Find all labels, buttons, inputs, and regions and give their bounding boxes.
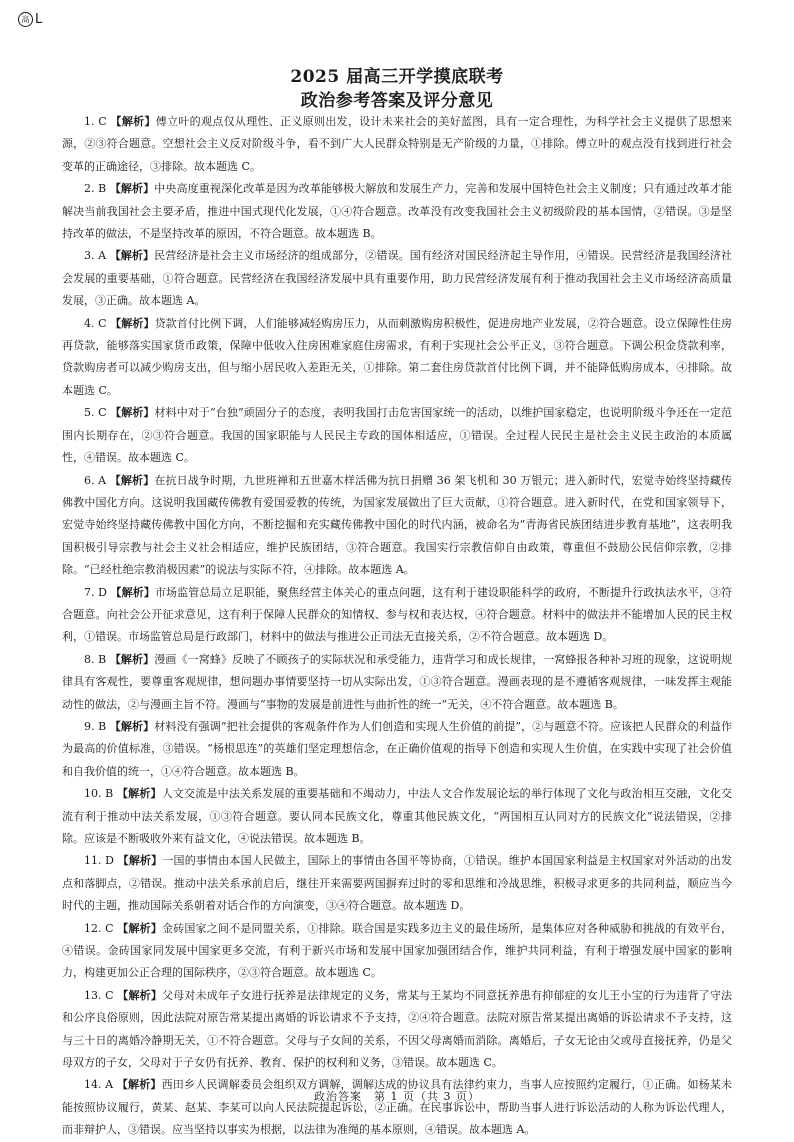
answer-text: 傅立叶的观点仅从理性、正义原则出发，设计未来社会的美好蓝图，具有一定合理性，为科学社会主义提供了思想来源，②③符合题意。空想社会主义反对阶级斗争，看不到广大人民群众特别是无产阶级的力量，①排除。傅立叶的观点没有找到进行社会变革的正确途径，③排除。故本题选 C。 (62, 115, 733, 173)
answer-item (62, 850, 732, 917)
answer-item (62, 649, 732, 716)
answer-item (62, 470, 732, 582)
answer-item (62, 918, 732, 985)
page-title: 2025 届高三开学摸底联考 (290, 67, 504, 87)
answer-number: 14. A (84, 1078, 114, 1092)
analysis-tag: 【解析】 (109, 719, 155, 733)
answer-item (62, 245, 732, 312)
analysis-tag: 【解析】 (117, 988, 163, 1002)
answer-number: 4. C (84, 316, 107, 330)
analysis-tag: 【解析】 (110, 115, 156, 128)
corner-mark (18, 12, 42, 27)
answer-number: 7. D (84, 585, 107, 599)
analysis-tag: 【解析】 (109, 182, 155, 196)
answer-text: 人文交流是中法关系发展的重要基础和不竭动力，中法人文合作发展论坛的举行体现了文化与政治相互交融，文化交流有利于推动中法关系发展，①③符合题意。要认同本民族文化，尊重其他民族文化，“两国相互认同对方的民族文化”说法错误，②排除。应该是不断吸收外来有益文化，④说法错误。故本题选 B。 (62, 787, 733, 845)
answer-text: 中央高度重视深化改革是因为改革能够极大解放和发展生产力，完善和发展中国特色社会主义制度；只有通过改革才能解决当前我国社会主要矛盾，推进中国式现代化发展，①④符合题意。改革没有改变我国社会主义初级阶段的基本国情，②错误。③是坚持改革的做法，不是坚持改革的原因，不符合题意。故本题选 B。 (62, 182, 733, 241)
analysis-tag: 【解析】 (116, 787, 162, 801)
answer-number: 5. C (84, 406, 107, 420)
answer-item (62, 402, 732, 469)
answer-number: 2. B (84, 182, 107, 196)
page-footer: 政治答案 第 1 页（共 3 页） (314, 1090, 480, 1103)
answer-number: 8. B (84, 652, 107, 666)
answer-item (62, 1074, 732, 1141)
answer-item (62, 716, 732, 783)
answer-number: 9. B (84, 719, 107, 733)
answer-number: 12. C (84, 921, 114, 935)
analysis-tag: 【解析】 (117, 921, 163, 935)
analysis-tag: 【解析】 (110, 585, 155, 599)
answer-number: 10. B (84, 787, 114, 801)
answer-item (62, 178, 732, 245)
answer-number: 6. A (84, 473, 107, 487)
page-subtitle: 政治参考答案及评分意见 (300, 91, 494, 111)
answer-text: 材料没有强调“把社会提供的客观条件作为人们创造和实现人生价值的前提”，②与题意不符。应该把人民群众的利益作为最高的价值标准，③错误。“杨根思连”的英雄们坚定理想信念，在正确价值观的指导下创造和实现人生价值，在实践中实现了社会价值和自我价值的统一，①④符合题意。故本题选 B。 (62, 719, 733, 778)
answer-item (62, 582, 732, 649)
analysis-tag: 【解析】 (116, 1078, 162, 1092)
answer-number: 13. C (84, 988, 114, 1002)
answer-number: 11. D (84, 854, 114, 868)
answer-item (62, 985, 732, 1075)
analysis-tag: 【解析】 (109, 652, 155, 666)
answer-number: 1. C (84, 115, 107, 128)
answer-item (62, 313, 732, 403)
analysis-tag: 【解析】 (117, 854, 163, 868)
answer-item (62, 783, 732, 850)
analysis-tag: 【解析】 (110, 406, 155, 420)
answer-number: 3. A (84, 249, 107, 263)
answer-text: 漫画《一窝蜂》反映了不顾孩子的实际状况和承受能力，违背学习和成长规律，一窝蜂报各种补习班的现象，这说明规律具有客观性，要尊重客观规律，想问题办事情要坚持一切从实际出发，①③符合题意。漫画表现的是不遵循客观规律，一味发挥主观能动性的做法，②与漫画主旨不符。漫画与“事物的发展是前进性与曲折性的统一”无关，④不符合题意。故本题选 B。 (62, 652, 733, 711)
answer-text: 材料中对于“台独”顽固分子的态度，表明我国打击危害国家统一的活动，以维护国家稳定，也说明阶级斗争还在一定范围内长期存在，②③符合题意。我国的国家职能与人民民主专政的国体相适应，①错误。全过程人民民主是社会主义民主政治的本质属性，④错误。故本题选 C。 (62, 406, 732, 465)
answer-text: 西田乡人民调解委员会组织双方调解，调解达成的协议具有法律约束力，当事人应按照约定履行，①正确。如杨某未能按照协议履行，黄某、赵某、李某可以向人民法院提起诉讼，②正确。在民事诉讼中，帮助当事人进行诉讼活动的人称为诉讼代理人，而非辩护人，③错误。应当坚持以事实为根据，以法律为准绳的基本原则，④错误。故本题选 A。 (62, 1078, 733, 1137)
analysis-tag: 【解析】 (109, 249, 155, 263)
answer-item (62, 111, 732, 178)
answer-text: 市场监管总局立足职能，聚焦经营主体关心的重点问题，这有利于建设职能科学的政府，不断提升行政执法水平，③符合题意。向社会公开征求意见，这有利于保障人民群众的知情权、参与权和表达权，④符合题意。材料中的做法并不能增加人民的民主权利，①错误。市场监管总局是行政部门，材料中的做法与推进公正司法无直接关系，②不符合题意。故本题选 D。 (62, 585, 733, 644)
corner-letter: L (35, 12, 43, 27)
answer-text: 金砖国家之间不是同盟关系，①排除。联合国是实践多边主义的最佳场所，是集体应对各种威胁和挑战的有效平台，④错误。金砖国家同发展中国家更多交流，有利于新兴市场和发展中国家加强团结合作，维护共同利益，有利于增强发展中国家的影响力，构建更加公正合理的国际秩序，②③符合题意。故本题选 C。 (62, 921, 733, 980)
analysis-tag: 【解析】 (109, 473, 155, 487)
answer-list (62, 111, 732, 1142)
seal-mark: 高 (18, 12, 33, 27)
answer-text: 一国的事情由本国人民做主，国际上的事情由各国平等协商，①错误。维护本国国家利益是主权国家对外活动的出发点和落脚点，②错误。推动中法关系承前启后，继往开来需要两国摒弃过时的零和思维和冷战思维，积极寻求更多的共同利益，顺应当今时代的主题，推动国际关系朝着对话合作的方向演变，③④符合题意。故本题选 D。 (62, 854, 733, 913)
answer-text: 民营经济是社会主义市场经济的组成部分，②错误。国有经济对国民经济起主导作用，④错误。民营经济是我国经济社会发展的重要基础，①符合题意。民营经济在我国经济发展中具有重要作用，助力民营经济发展有利于推动我国社会主义市场经济高质量发展，③正确。故本题选 A。 (62, 249, 733, 308)
answer-text: 在抗日战争时期，九世班禅和五世嘉木样活佛为抗日捐赠 36 架飞机和 30 万银元；进入新时代，宏觉寺始终坚持藏传佛教中国化方向。这说明我国藏传佛教有爱国爱教的传统，为国家发展做出了巨大贡献，①符合题意。进入新时代，在党和国家领导下，宏觉寺始终坚持藏传佛教中国化方向，不断挖掘和充实藏传佛教中国化的时代内涵，被命名为“青海省民族团结进步教育基地”，这表明我国积极引导宗教与社会主义社会相适应，维护民族团结，③符合题意。我国实行宗教信仰自由政策，尊重但不鼓励公民信仰宗教，②排除。“已经杜绝宗教消极因素”的说法与实际不符，④排除。故本题选 A。 (62, 473, 733, 577)
answer-text: 父母对未成年子女进行抚养是法律规定的义务，常某与王某均不同意抚养患有抑郁症的女儿王小宝的行为违背了守法和公序良俗原则，因此法院对原告常某提出离婚的诉讼请求不予支持，②④符合题意。法院对原告常某提出离婚的诉讼请求不予支持，这与三十日的离婚冷静期无关，①不符合题意。父母与子女间的关系，不因父母离婚而消除。离婚后，子女无论由父或母直接抚养，仍是父母双方的子女，父母对于子女仍有抚养、教育、保护的权利和义务，③错误。故本题选 C。 (62, 988, 733, 1070)
answer-text: 贷款首付比例下调，人们能够减轻购房压力，从而刺激购房积极性，促进房地产业发展，②符合题意。设立保障性住房再贷款，能够落实国家货币政策，保障中低收入住房困难家庭住房需求，有利于实现社会公平正义，③符合题意。下调公积金贷款利率，贷款购房者可以减少购房支出，但与缩小居民收入差距无关，①排除。第二套住房贷款首付比例下调，并不能降低购房成本，④排除。故本题选 C。 (62, 316, 732, 397)
analysis-tag: 【解析】 (110, 316, 155, 330)
